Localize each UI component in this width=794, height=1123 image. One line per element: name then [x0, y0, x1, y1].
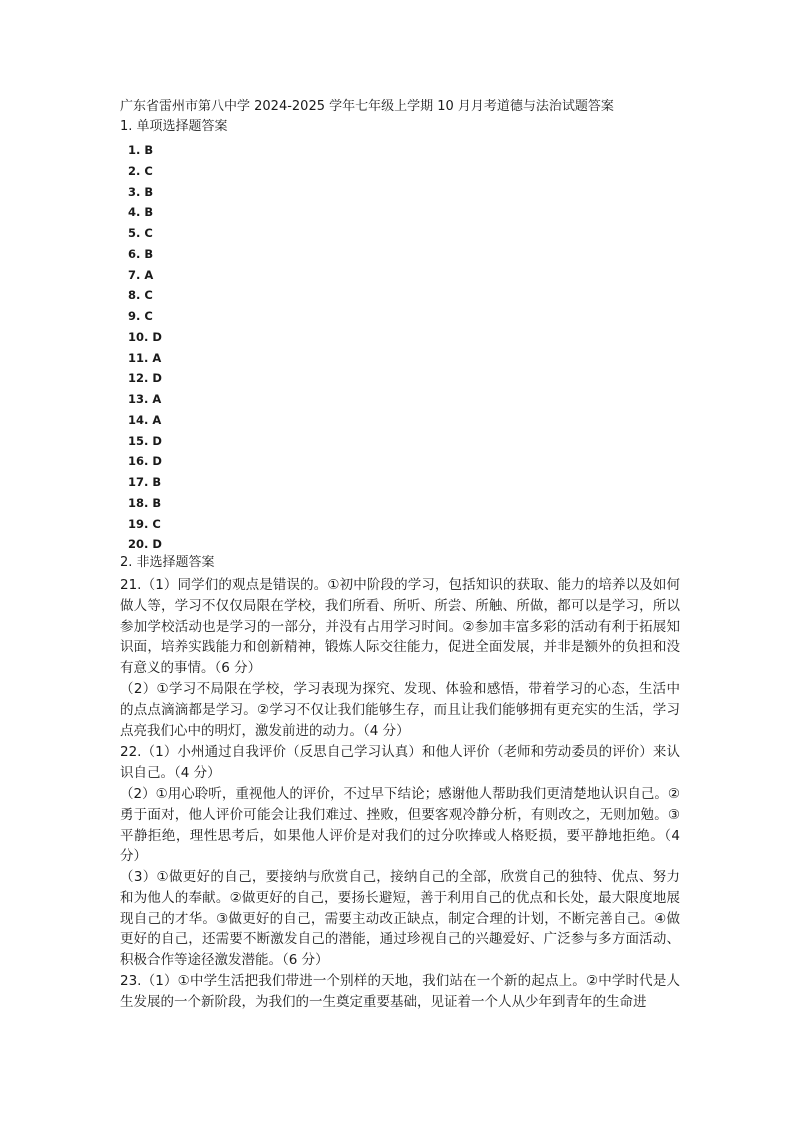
answer-q23-part1: 23.（1）①中学生活把我们带进一个别样的天地，我们站在一个新的起点上。②中学时代是人生发展的一个新阶段，为我们的一生奠定重要基础，见证着一个人从少年到青年的生命进 — [120, 973, 680, 1010]
answer-item: 17. B — [128, 475, 162, 489]
answer-item: 11. A — [128, 350, 162, 365]
answer-item: 12. D — [128, 371, 162, 386]
answer-item: 20. D — [128, 537, 162, 552]
answer-item: 9. C — [128, 309, 153, 323]
answer-q21-part2: （2）①学习不局限在学校，学习表现为探究、发现、体验和感悟，带着学习的心态，生活中的点点滴滴都是学习。②学习不仅让我们能够生存，而且让我们能够拥有更充实的生活，学习点亮我们心中的明灯，激发前进的动力。（4 分） — [120, 681, 680, 739]
section-heading-free-response: 2. 非选择题答案 — [120, 555, 215, 570]
answer-q22-part2: （2）①用心聆听，重视他人的评价，不过早下结论；感谢他人帮助我们更清楚地认识自己。②勇于面对，他人评价可能会让我们难过、挫败，但要客观冷静分析，有则改之，无则加勉。③平静拒绝，理性思考后，如果他人评价是对我们的过分吹捧或人格贬损，要平静地拒绝。（4 分） — [120, 786, 680, 865]
answer-item: 10. D — [128, 329, 162, 344]
answer-item: 14. A — [128, 412, 162, 427]
answer-q21-part1: 21.（1）同学们的观点是错误的。①初中阶段的学习，包括知识的获取、能力的培养以及如何做人等，学习不仅仅局限在学校，我们所看、所听、所尝、所触、所做，都可以是学习，所以参加学校活动也是学习的一部分，并没有占用学习时间。②参加丰富多彩的活动有利于拓展知识面，培养实践能力和创新精神，锻炼人际交往能力，促进全面发展，并非是额外的负担和没有意义的事情。（6 分） — [120, 577, 680, 677]
answer-item: 15. D — [128, 433, 162, 448]
answer-item: 13. A — [128, 392, 162, 406]
section-heading-multiple-choice: 1. 单项选择题答案 — [120, 119, 228, 134]
answer-item: 18. B — [128, 495, 162, 510]
answer-item: 16. D — [128, 454, 162, 469]
answer-q22-part3: （3）①做更好的自己，要接纳与欣赏自己，接纳自己的全部，欣赏自己的独特、优点、努力和为他人的奉献。②做更好的自己，要扬长避短，善于利用自己的优点和长处，最大限度地展现自己的才华。③做更好的自己，需要主动改正缺点，制定合理的计划，不断完善自己。④做更好的自己，还需要不断激发自己的潜能，通过珍视自己的兴趣爱好、广泛参与多方面活动、积极合作等途径激发潜能。（6 分） — [120, 869, 680, 969]
document-title: 广东省雷州市第八中学 2024-2025 学年七年级上学期 10 月月考道德与法治试题答案 — [120, 99, 614, 114]
answer-list — [128, 140, 162, 555]
answer-item: 5. C — [128, 226, 153, 240]
answer-item: 3. B — [128, 184, 154, 199]
answer-item: 2. C — [128, 163, 153, 178]
answer-item: 19. C — [128, 516, 161, 531]
answer-item: 6. B — [128, 246, 154, 261]
answer-item: 7. A — [128, 267, 154, 282]
answer-q22-part1: 22.（1）小州通过自我评价（反思自己学习认真）和他人评价（老师和劳动委员的评价）来认识自己。（4 分） — [120, 744, 680, 781]
answer-item: 8. C — [128, 288, 153, 303]
answer-item: 1. B — [128, 143, 154, 157]
answer-item: 4. B — [128, 205, 154, 220]
